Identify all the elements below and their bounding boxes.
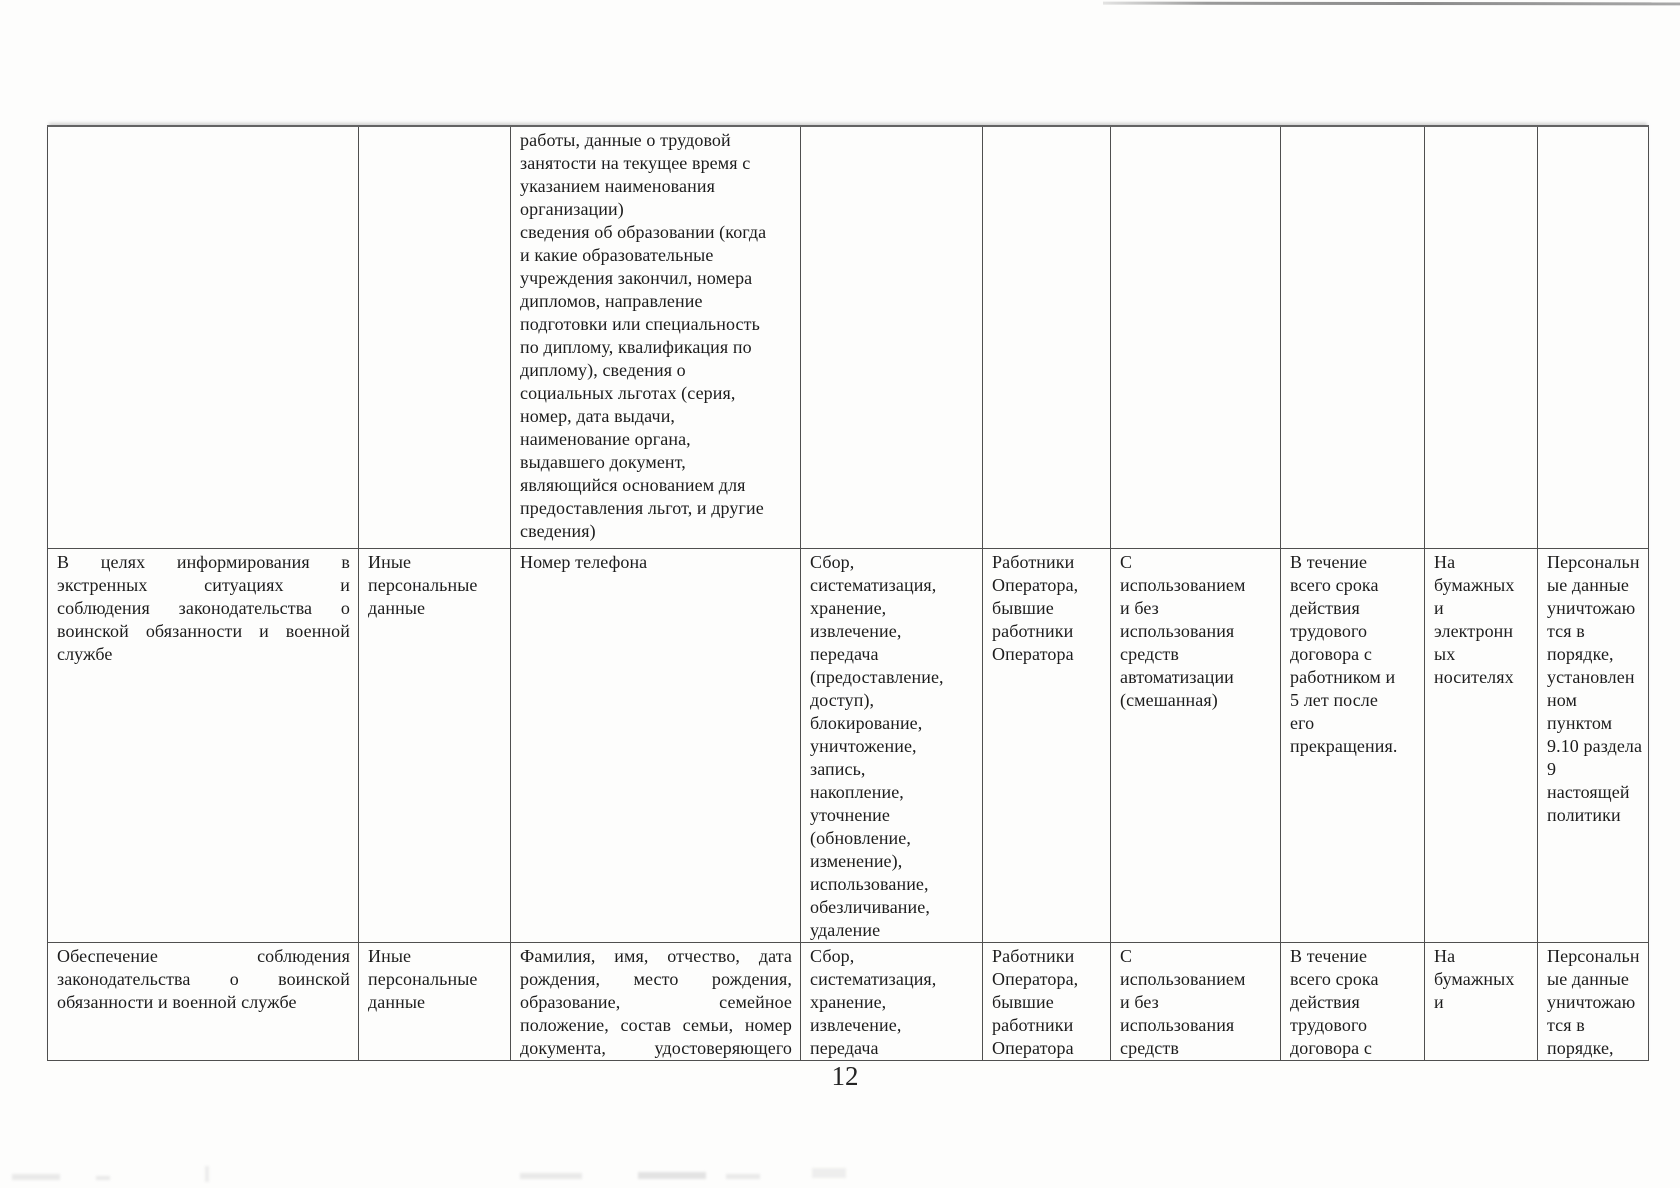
cell-purpose: В целях информирования в экстренных ситуациях и соблюдения законодательства о воинской обязанности и военной службе xyxy=(48,548,359,942)
cell-personal-data: Фамилия, имя, отчество, дата рождения, место рождения, образование, семейное положение, состав семьи, номер документа, удостоверяющего xyxy=(511,942,801,1060)
cell-personal-data: Номер телефона xyxy=(511,548,801,942)
cell-category: Иные персональные данные xyxy=(359,942,511,1060)
cell-period: В течение всего срока действия трудового договора с xyxy=(1281,942,1425,1060)
cell-actions: Сбор, систематизация, хранение, извлечение, передача (предоставление, доступ), блокирование, уничтожение, запись, накопление, уточнение (обновление, изменение), использование, обезличивание, удаление xyxy=(801,548,983,942)
cell-purpose: Обеспечение соблюдения законодательства о воинской обязанности и военной службе xyxy=(48,942,359,1060)
scan-smudge xyxy=(638,1172,706,1179)
cell-destruction: Персональн ые данные уничтожаю тся в порядке, установлен ном пунктом 9.10 раздела 9 настоящей политики xyxy=(1538,548,1649,942)
cell-actions: Сбор, систематизация, хранение, извлечение, передача xyxy=(801,942,983,1060)
personal-data-processing-table xyxy=(47,125,1649,1061)
cell-subjects: Работники Оператора, бывшие работники Оператора xyxy=(983,942,1111,1060)
scan-smudge xyxy=(726,1174,760,1179)
cell-method: С использованием и без использования средств автоматизации (смешанная) xyxy=(1111,548,1281,942)
scan-smudge xyxy=(520,1173,582,1179)
table-row xyxy=(48,126,1649,548)
table-row xyxy=(48,548,1649,942)
cell-category xyxy=(359,126,511,548)
cell-purpose xyxy=(48,126,359,548)
cell-destruction: Персональн ые данные уничтожаю тся в порядке, xyxy=(1538,942,1649,1060)
cell-subjects xyxy=(983,126,1111,548)
scan-smudge xyxy=(812,1168,846,1178)
scan-smudge xyxy=(205,1166,209,1182)
cell-media xyxy=(1425,126,1538,548)
cell-period: В течение всего срока действия трудового договора с работником и 5 лет после его прекращения. xyxy=(1281,548,1425,942)
cell-media: На бумажных и xyxy=(1425,942,1538,1060)
cell-media: На бумажных и электронн ых носителях xyxy=(1425,548,1538,942)
cell-personal-data: работы, данные о трудовой занятости на текущее время с указанием наименования организации) сведения об образовании (когда и какие образовательные учреждения закончил, номера дипломов, направление подготовки или специальность по диплому, квалификация по диплому), сведения о социальных льготах (серия, номер, дата выдачи, наименование органа, выдавшего документ, являющийся основанием для предоставления льгот, и другие сведения) xyxy=(511,126,801,548)
cell-destruction xyxy=(1538,126,1649,548)
cell-category: Иные персональные данные xyxy=(359,548,511,942)
scan-artifact-line xyxy=(1103,2,1680,6)
cell-actions xyxy=(801,126,983,548)
page-number: 12 xyxy=(831,1061,859,1091)
cell-method xyxy=(1111,126,1281,548)
cell-period xyxy=(1281,126,1425,548)
cell-method: С использованием и без использования средств xyxy=(1111,942,1281,1060)
scan-smudge xyxy=(96,1176,110,1180)
table-row xyxy=(48,942,1649,1060)
scan-smudge xyxy=(12,1174,60,1180)
cell-subjects: Работники Оператора, бывшие работники Оператора xyxy=(983,548,1111,942)
